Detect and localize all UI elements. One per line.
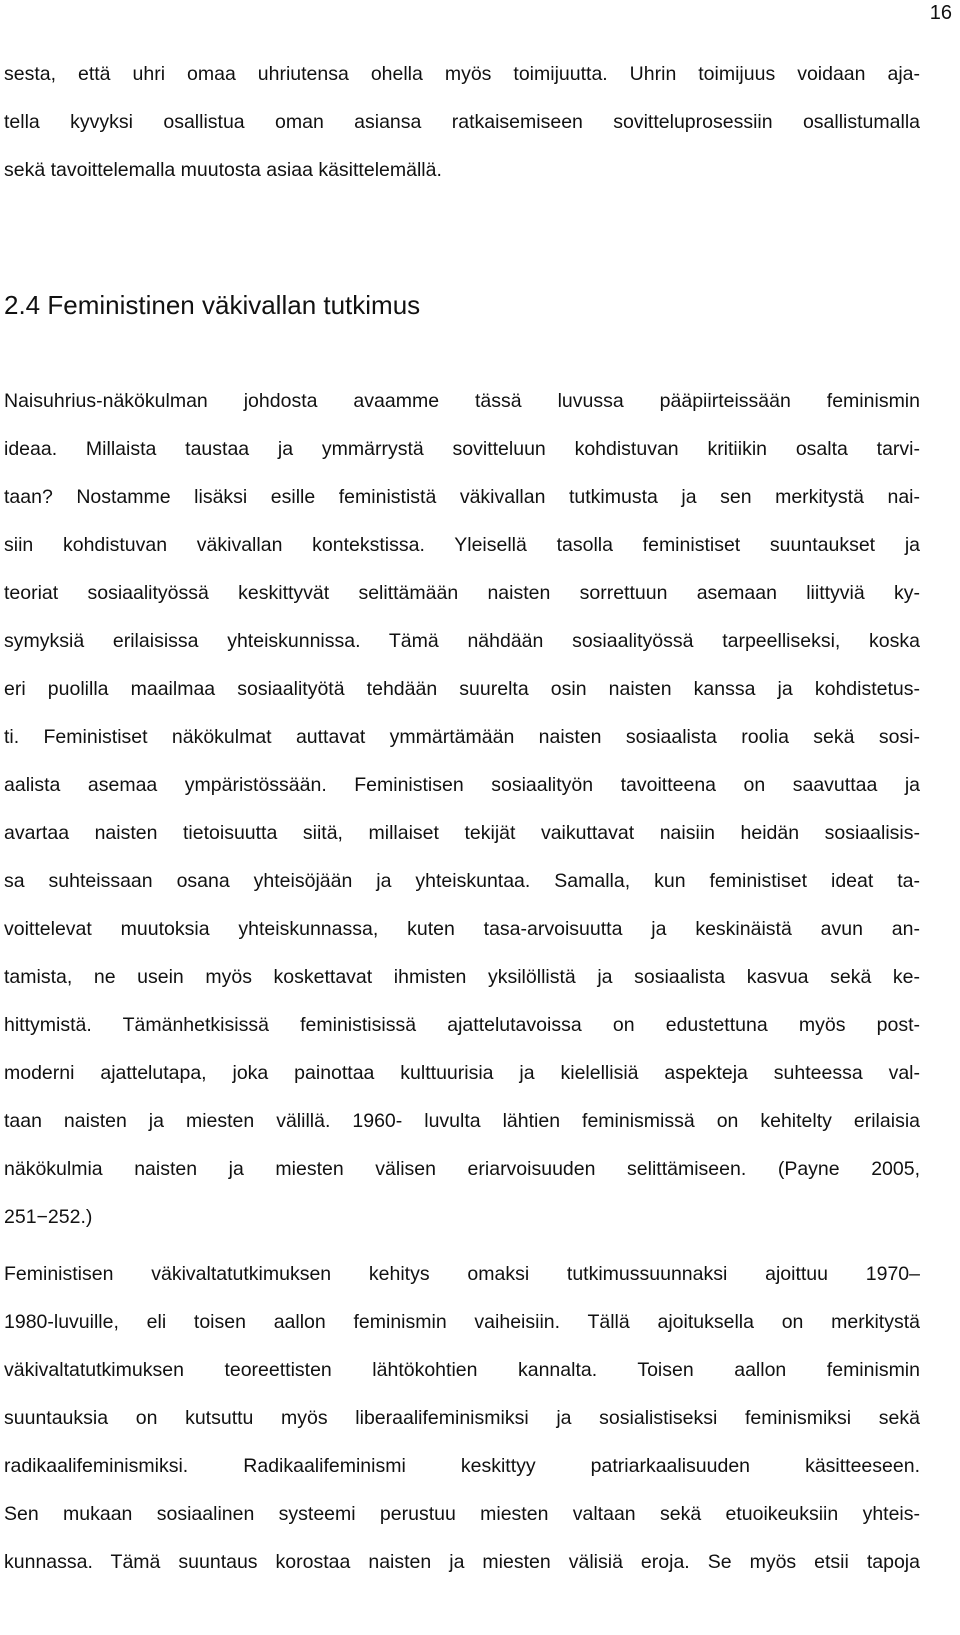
text-line: sesta, että uhri omaa uhriutensa ohella myös toimijuutta. Uhrin toimijuus voidaan aja- — [4, 63, 920, 85]
text-line: radikaalifeminismiksi. Radikaalifeminismi keskittyy patriarkaalisuuden käsitteeseen. — [4, 1455, 920, 1477]
text-line: suuntauksia on kutsuttu myös liberaalifeminismiksi ja sosialistiseksi feminismiksi sekä — [4, 1407, 920, 1429]
text-line: tella kyvyksi osallistua oman asiansa ratkaisemiseen sovitteluprosessiin osallistumalla — [4, 111, 920, 133]
section-heading: 2.4 Feministinen väkivallan tutkimus — [4, 290, 421, 320]
text-line: kunnassa. Tämä suuntaus korostaa naisten ja miesten välisiä eroja. Se myös etsii tapoja — [4, 1551, 920, 1573]
text-line: väkivaltatutkimuksen teoreettisten lähtökohtien kannalta. Toisen aallon feminismin — [4, 1359, 920, 1381]
text-line: sekä tavoittelemalla muutosta asiaa käsittelemällä. — [4, 159, 442, 181]
text-line: teoriat sosiaalityössä keskittyvät selittämään naisten sorrettuun asemaan liittyviä ky- — [4, 582, 920, 604]
text-line: siin kohdistuvan väkivallan kontekstissa. Yleisellä tasolla feministiset suuntaukset ja — [4, 534, 920, 556]
text-line: voittelevat muutoksia yhteiskunnassa, kuten tasa-arvoisuutta ja keskinäistä avun an- — [4, 918, 920, 940]
text-line: ti. Feministiset näkökulmat auttavat ymmärtämään naisten sosiaalista roolia sekä sosi- — [4, 726, 920, 748]
text-line: 1980-luvuille, eli toisen aallon feminismin vaiheisiin. Tällä ajoituksella on merkitystä — [4, 1311, 920, 1333]
text-line: moderni ajattelutapa, joka painottaa kulttuurisia ja kielellisiä aspekteja suhteessa val- — [4, 1062, 920, 1084]
text-line: taan naisten ja miesten välillä. 1960- luvulta lähtien feminismissä on kehitelty erilaisia — [4, 1110, 920, 1132]
text-line: avartaa naisten tietoisuutta siitä, millaiset tekijät vaikuttavat naisiin heidän sosiaalisis- — [4, 822, 920, 844]
text-line: symyksiä erilaisissa yhteiskunnissa. Tämä nähdään sosiaalityössä tarpeelliseksi, koska — [4, 630, 920, 652]
text-line: tamista, ne usein myös koskettavat ihmisten yksilöllistä ja sosiaalista kasvua sekä ke- — [4, 966, 920, 988]
text-line: aalista asemaa ympäristössään. Feministisen sosiaalityön tavoitteena on saavuttaa ja — [4, 774, 920, 796]
text-line: hittymistä. Tämänhetkisissä feministisissä ajattelutavoissa on edustettuna myös post- — [4, 1014, 920, 1036]
text-line: ideaa. Millaista taustaa ja ymmärrystä sovitteluun kohdistuvan kritiikin osalta tarvi- — [4, 438, 920, 460]
text-line: sa suhteissaan osana yhteisöjään ja yhteiskuntaa. Samalla, kun feministiset ideat ta- — [4, 870, 920, 892]
text-line: taan? Nostamme lisäksi esille feminististä väkivallan tutkimusta ja sen merkitystä nai- — [4, 486, 920, 508]
text-line: Sen mukaan sosiaalinen systeemi perustuu miesten valtaan sekä etuoikeuksiin yhteis- — [4, 1503, 920, 1525]
text-line: 251−252.) — [4, 1206, 93, 1228]
text-line: Naisuhrius-näkökulman johdosta avaamme tässä luvussa pääpiirteissään feminismin — [4, 390, 920, 412]
text-line: eri puolilla maailmaa sosiaalityötä tehdään suurelta osin naisten kanssa ja kohdistetus- — [4, 678, 920, 700]
page-number: 16 — [929, 2, 952, 24]
text-line: Feministisen väkivaltatutkimuksen kehitys omaksi tutkimussuunnaksi ajoittuu 1970– — [4, 1263, 920, 1285]
text-line: näkökulmia naisten ja miesten välisen eriarvoisuuden selittämiseen. (Payne 2005, — [4, 1158, 920, 1180]
